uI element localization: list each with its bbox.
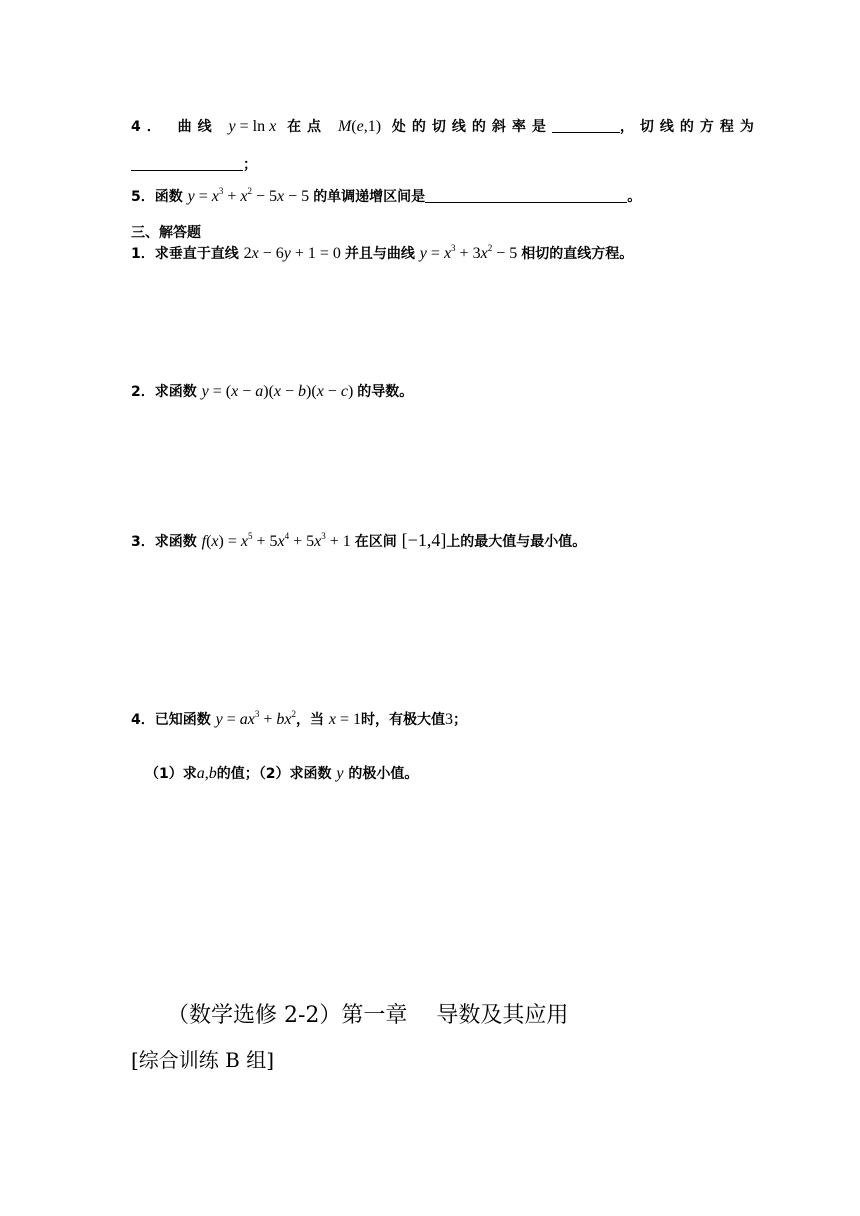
section-heading: 三、解答题 <box>131 225 201 241</box>
math-expression: f <box>201 533 207 550</box>
answer-blank[interactable] <box>425 188 627 203</box>
group-label: [综合训练 B 组] <box>131 1048 275 1072</box>
problem-2: 2．求函数 y = (x − a)(x − b)(x − c) 的导数。 <box>131 383 414 400</box>
answer-blank[interactable] <box>552 118 620 133</box>
problem-4-parts: （1）求a,b的值；（2）求函数 y 的极小值。 <box>145 765 419 782</box>
problem-3: 3．求函数 $f(x) = x^5 + 5x^4 + 5x^3 + 1$ 在区间 [−1,4]上的最大值与最小值。 <box>131 530 587 550</box>
math-expression: a <box>196 765 205 782</box>
problem-4: 4．已知函数 $y = ax^3 + bx^2$，当 x = 1时，有极大值3； <box>131 709 468 728</box>
math-expression: 2 <box>243 245 252 262</box>
math-expression: y <box>215 711 223 728</box>
fill-question-5: 5．函数 $y = x^3 + x^2 - 5x - 5$ 的单调递增区间是 。 <box>131 186 642 205</box>
question-number: 3． <box>131 534 155 550</box>
fill-question-4: 4． 曲线 y = ln x 在点 M(e,1) 处的切线的斜率是 ，切线的方程为 <box>131 118 760 135</box>
math-expression: y <box>228 118 236 135</box>
fill-question-4-continued: ； <box>131 155 257 175</box>
answer-blank[interactable] <box>131 156 243 171</box>
question-number: 1． <box>131 246 155 262</box>
chapter-title: （数学选修 2-2）第一章 导数及其应用 <box>167 1003 569 1028</box>
question-number: 4． <box>131 119 167 135</box>
math-expression: y <box>187 188 195 205</box>
question-number: 4． <box>131 712 155 728</box>
question-number: 5． <box>131 189 155 205</box>
problem-1: 1．求垂直于直线 2x − 6y + 1 = 0 并且与曲线 $y = x^3 + 3x^2 - 5$ 相切的直线方程。 <box>131 243 634 262</box>
question-number: 2． <box>131 384 155 400</box>
math-expression: y <box>201 383 209 400</box>
interval-expression: [−1,4] <box>401 530 447 550</box>
